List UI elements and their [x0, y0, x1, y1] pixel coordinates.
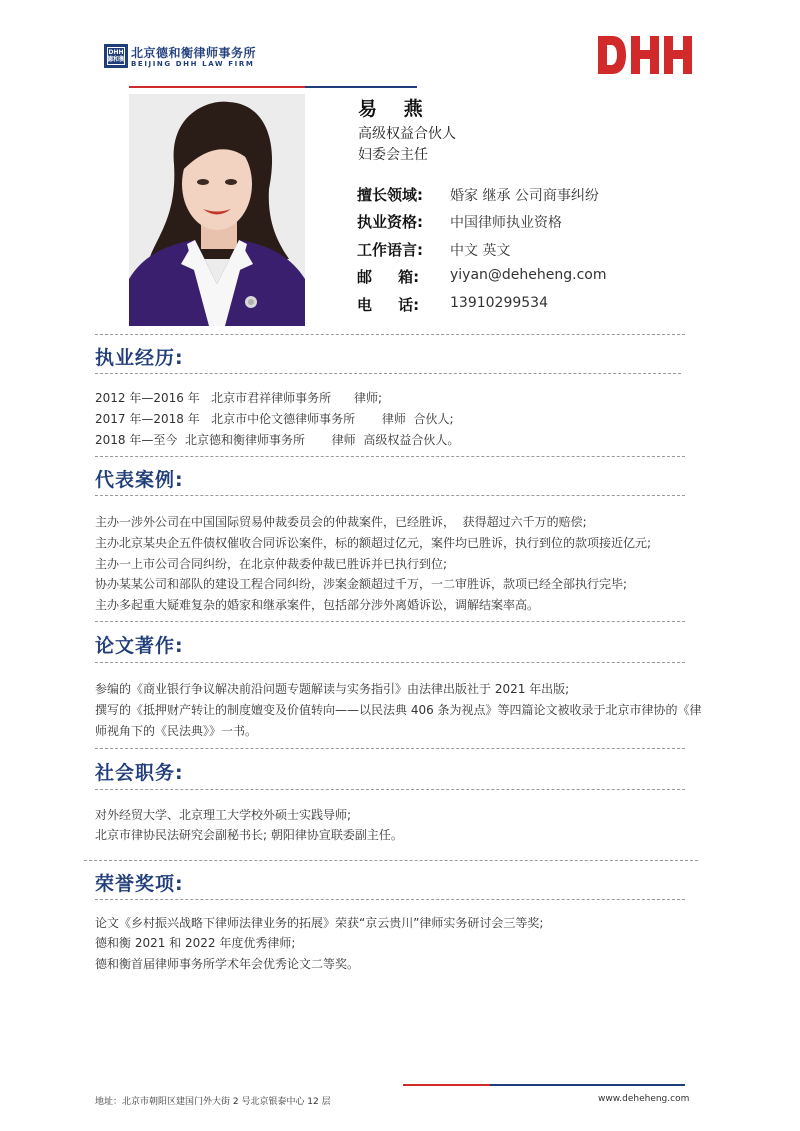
- header-rule-blue: [305, 86, 417, 88]
- person-title: 高级权益合伙人: [358, 126, 456, 142]
- paper-line: 师视角下的《民法典》》一书。: [95, 724, 258, 738]
- divider: [95, 662, 685, 663]
- footer-website-link[interactable]: www.deheheng.com: [598, 1094, 690, 1104]
- header-rule-red: [129, 86, 305, 88]
- portrait-photo: [129, 94, 305, 326]
- honor-line: 德和衡 2021 和 2022 年度优秀律师;: [95, 936, 296, 950]
- divider: [95, 334, 685, 335]
- logo-text: DHH 德和衡: [106, 49, 125, 63]
- person-role: 妇委会主任: [358, 147, 428, 163]
- divider: [95, 621, 685, 622]
- divider: [95, 899, 685, 900]
- case-line: 主办一上市公司合同纠纷，在北京仲裁委仲裁已胜诉并已执行到位;: [95, 557, 448, 571]
- divider: [95, 495, 685, 496]
- social-line: 对外经贸大学、北京理工大学校外硕士实践导师;: [95, 808, 352, 822]
- honor-line: 论文《乡村振兴战略下律师法律业务的拓展》荣获“京云贵川”律师实务研讨会三等奖;: [95, 916, 544, 930]
- section-title-honors: 荣誉奖项:: [95, 873, 184, 895]
- firm-name-en: BEIJING DHH LAW FIRM: [131, 60, 255, 68]
- divider: [95, 373, 681, 374]
- info-label-language: 工作语言:: [357, 241, 423, 259]
- footer-rule-red: [403, 1084, 490, 1086]
- paper-line: 撰写的《抵押财产转让的制度嬗变及价值转向——以民法典 406 条为视点》等四篇论文被收录于北京市律协的《律: [95, 703, 702, 717]
- info-label-phone: 电 话:: [357, 296, 420, 314]
- case-line: 主办一涉外公司在中国国际贸易仲裁委员会的仲裁案件，已经胜诉， 获得超过六千万的赔偿;: [95, 515, 587, 529]
- info-value-email[interactable]: yiyan@deheheng.com: [450, 267, 607, 283]
- honor-line: 德和衡首届律师事务所学术年会优秀论文二等奖。: [95, 957, 360, 971]
- case-line: 协办某某公司和部队的建设工程合同纠纷，涉案金额超过千万，一二审胜诉，款项已经全部执行完毕;: [95, 577, 628, 591]
- dhh-brand-logo: [598, 32, 696, 78]
- person-name: 易 燕: [358, 98, 433, 120]
- info-label-qualification: 执业资格:: [357, 213, 423, 231]
- case-line: 主办北京某央企五件债权催收合同诉讼案件，标的额超过亿元，案件均已胜诉，执行到位的款项接近亿元;: [95, 536, 652, 550]
- section-title-experience: 执业经历:: [95, 347, 184, 369]
- divider: [95, 748, 685, 749]
- info-value-phone: 13910299534: [450, 295, 548, 311]
- info-value-language: 中文 英文: [450, 243, 511, 259]
- experience-line: 2012 年—2016 年 北京市君祥律师事务所 律师;: [95, 391, 383, 405]
- firm-name-cn: 北京德和衡律师事务所: [131, 46, 257, 60]
- info-value-qualification: 中国律师执业资格: [450, 215, 562, 231]
- paper-line: 参编的《商业银行争议解决前沿问题专题解读与实务指引》由法律出版社于 2021 年出版;: [95, 682, 570, 696]
- info-value-expertise: 婚家 继承 公司商事纠纷: [450, 188, 599, 204]
- divider: [84, 860, 698, 861]
- section-title-cases: 代表案例:: [95, 469, 184, 491]
- social-line: 北京市律协民法研究会副秘书长; 朝阳律协宣联委副主任。: [95, 828, 403, 842]
- info-label-expertise: 擅长领域:: [357, 186, 423, 204]
- experience-line: 2018 年—至今 北京德和衡律师事务所 律师 高级权益合伙人。: [95, 433, 460, 447]
- footer-address: 地址：北京市朝阳区建国门外大街 2 号北京银泰中心 12 层: [95, 1097, 331, 1107]
- case-line: 主办多起重大疑难复杂的婚家和继承案件，包括部分涉外离婚诉讼，调解结案率高。: [95, 598, 540, 612]
- divider: [95, 789, 685, 790]
- experience-line: 2017 年—2018 年 北京市中伦文德律师事务所 律师 合伙人;: [95, 412, 454, 426]
- firm-logo-icon: [104, 44, 128, 68]
- section-title-social: 社会职务:: [95, 762, 184, 784]
- divider: [95, 456, 685, 457]
- info-label-email: 邮 箱:: [357, 268, 420, 286]
- section-title-papers: 论文著作:: [95, 635, 184, 657]
- footer-rule-blue: [490, 1084, 685, 1086]
